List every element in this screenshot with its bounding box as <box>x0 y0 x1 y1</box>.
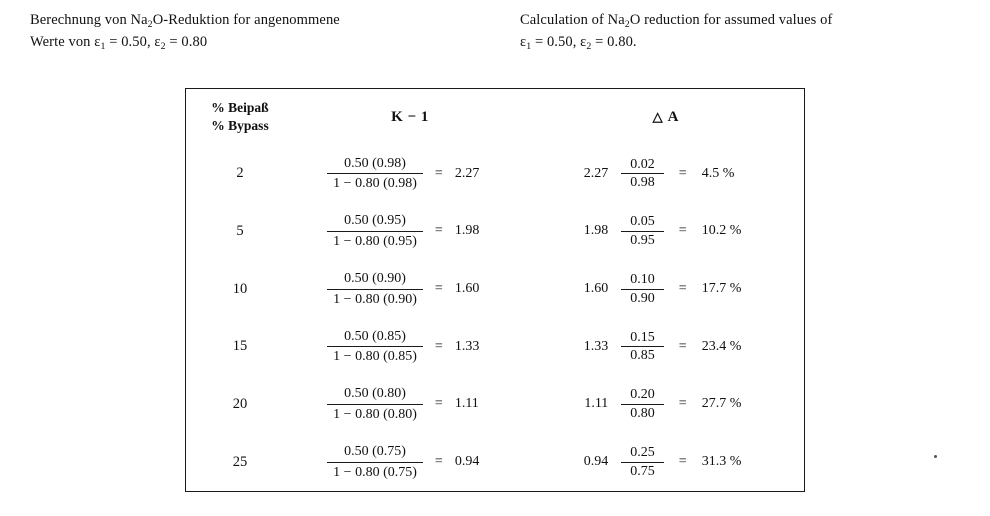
k-expression <box>294 385 526 423</box>
a-expression <box>526 329 806 365</box>
equals-sign: = <box>678 338 687 354</box>
table-row <box>186 260 806 318</box>
a-result: 27.7 % <box>701 396 742 412</box>
a-lead-value: 0.94 <box>583 454 609 470</box>
a-lead-value: 1.98 <box>583 223 609 239</box>
cell-delta-a <box>526 318 806 376</box>
equals-sign: = <box>434 454 443 470</box>
equals-sign: = <box>678 396 687 412</box>
a-fraction <box>621 213 664 249</box>
a-expression <box>526 213 806 249</box>
cell-bypass: 2 <box>236 165 244 182</box>
cell-delta-a <box>526 433 806 491</box>
k-numerator: 0.50 (0.95) <box>344 213 406 229</box>
caption-german-line-1: Berechnung von $Na_2O$-Reduktion for angenommene <box>30 12 340 30</box>
equals-sign: = <box>434 165 443 181</box>
table-row <box>186 145 806 203</box>
k-expression <box>294 443 526 481</box>
k-numerator: 0.50 (0.80) <box>344 386 406 402</box>
a-fraction <box>621 271 664 307</box>
cell-delta-a <box>526 260 806 318</box>
caption-english-line-1: Calculation of $Na_2O$ reduction for assumed values of <box>520 12 833 30</box>
cell-k-minus-1 <box>294 376 526 434</box>
cell-bypass: 10 <box>232 280 248 297</box>
a-result: 10.2 % <box>701 223 742 239</box>
a-denominator: 0.75 <box>630 463 655 479</box>
equals-sign: = <box>678 454 687 470</box>
a-result: 4.5 % <box>701 165 735 181</box>
k-result: 2.27 <box>454 165 480 181</box>
table-row <box>186 203 806 261</box>
k-fraction <box>327 212 423 250</box>
a-expression <box>526 271 806 307</box>
k-fraction <box>327 385 423 423</box>
cell-k-minus-1 <box>294 260 526 318</box>
equals-sign: = <box>678 281 687 297</box>
triangle-icon: △ <box>652 108 664 124</box>
a-fraction <box>621 156 664 192</box>
header-delta-a <box>526 89 806 145</box>
a-numerator: 0.10 <box>630 272 655 288</box>
equals-sign: = <box>434 281 443 297</box>
cell-bypass: 20 <box>232 395 248 412</box>
k-fraction <box>327 443 423 481</box>
k-result: 1.33 <box>454 338 480 354</box>
a-lead-value: 1.33 <box>583 338 609 354</box>
table-header-row <box>186 89 806 145</box>
k-denominator: 1 − 0.80 (0.90) <box>333 291 417 307</box>
a-denominator: 0.90 <box>630 290 655 306</box>
equals-sign: = <box>678 223 687 239</box>
a-fraction <box>621 386 664 422</box>
cell-k-minus-1 <box>294 318 526 376</box>
a-fraction <box>621 444 664 480</box>
a-expression <box>526 386 806 422</box>
caption-block <box>30 10 960 54</box>
table-row <box>186 433 806 491</box>
k-fraction <box>327 270 423 308</box>
a-denominator: 0.95 <box>630 232 655 248</box>
cell-k-minus-1 <box>294 433 526 491</box>
k-result: 0.94 <box>454 454 480 470</box>
header-bypass-line-1: % Beipaß <box>211 99 269 115</box>
header-delta-a-label: A <box>667 108 680 125</box>
calculation-table <box>186 89 806 491</box>
a-expression <box>526 156 806 192</box>
k-expression <box>294 328 526 366</box>
cell-delta-a <box>526 145 806 203</box>
cell-k-minus-1 <box>294 145 526 203</box>
k-denominator: 1 − 0.80 (0.80) <box>333 406 417 422</box>
a-result: 17.7 % <box>701 281 742 297</box>
header-k-minus-1: K − 1 <box>391 108 429 125</box>
equals-sign: = <box>678 165 687 181</box>
equals-sign: = <box>434 338 443 354</box>
a-denominator: 0.85 <box>630 348 655 364</box>
caption-english-line-2: $\varepsilon_1 = 0.50$, $\varepsilon_2 = 0.80$. <box>520 34 637 52</box>
cell-delta-a <box>526 203 806 261</box>
a-numerator: 0.02 <box>630 156 655 172</box>
k-fraction <box>327 328 423 366</box>
k-numerator: 0.50 (0.90) <box>344 271 406 287</box>
a-expression <box>526 444 806 480</box>
k-denominator: 1 − 0.80 (0.85) <box>333 349 417 365</box>
k-numerator: 0.50 (0.85) <box>344 328 406 344</box>
caption-german-line-2: Werte von $\varepsilon_1 = 0.50$, $\varepsilon_2 = 0.80$ <box>30 34 208 52</box>
cell-bypass: 5 <box>236 222 244 239</box>
a-numerator: 0.25 <box>630 445 655 461</box>
k-result: 1.11 <box>454 396 479 412</box>
a-denominator: 0.98 <box>630 175 655 191</box>
k-denominator: 1 − 0.80 (0.75) <box>333 464 417 480</box>
a-lead-value: 1.60 <box>583 281 609 297</box>
a-denominator: 0.80 <box>630 405 655 421</box>
k-expression <box>294 155 526 193</box>
a-lead-value: 2.27 <box>583 165 609 181</box>
a-numerator: 0.15 <box>630 329 655 345</box>
k-denominator: 1 − 0.80 (0.98) <box>333 176 417 192</box>
table-row <box>186 376 806 434</box>
equals-sign: = <box>434 396 443 412</box>
header-bypass-line-2: % Bypass <box>211 118 269 133</box>
equals-sign: = <box>434 223 443 239</box>
table-row <box>186 318 806 376</box>
header-bypass <box>186 89 294 145</box>
caption-german <box>30 10 460 54</box>
cell-bypass: 15 <box>232 338 248 355</box>
a-numerator: 0.05 <box>630 214 655 230</box>
page-speck <box>934 455 937 458</box>
k-numerator: 0.50 (0.75) <box>344 444 406 460</box>
k-numerator: 0.50 (0.98) <box>344 155 406 171</box>
cell-delta-a <box>526 376 806 434</box>
a-lead-value: 1.11 <box>584 396 609 412</box>
cell-k-minus-1 <box>294 203 526 261</box>
a-fraction <box>621 329 664 365</box>
table-body <box>186 145 806 491</box>
k-expression <box>294 270 526 308</box>
k-result: 1.60 <box>454 281 480 297</box>
a-result: 31.3 % <box>701 454 742 470</box>
table-header <box>186 89 806 145</box>
k-expression <box>294 212 526 250</box>
a-result: 23.4 % <box>701 338 742 354</box>
k-result: 1.98 <box>454 223 480 239</box>
calculation-table-container <box>185 88 805 492</box>
a-numerator: 0.20 <box>630 387 655 403</box>
cell-bypass: 25 <box>232 453 248 470</box>
k-denominator: 1 − 0.80 (0.95) <box>333 233 417 249</box>
caption-english <box>520 10 950 54</box>
k-fraction <box>327 155 423 193</box>
